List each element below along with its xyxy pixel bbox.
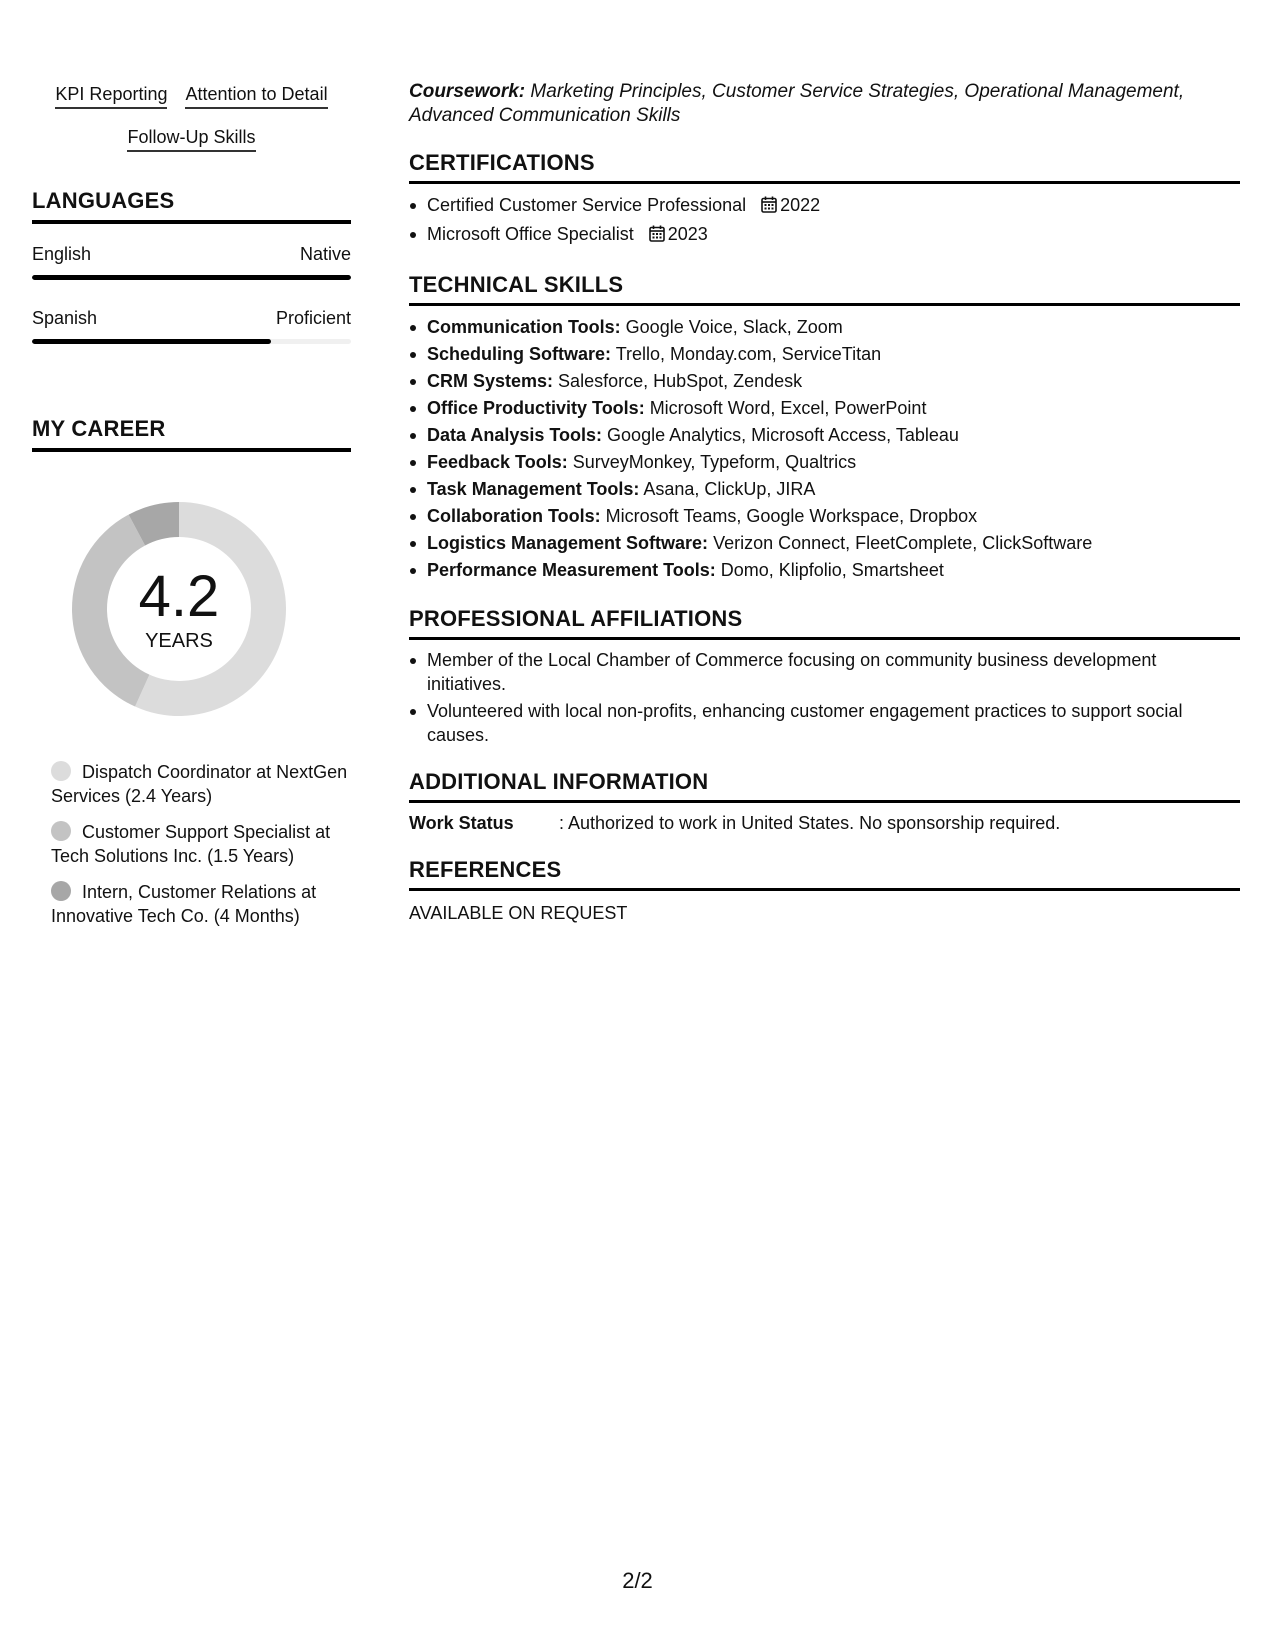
technical-skills-title: TECHNICAL SKILLS (409, 272, 1240, 306)
legend-item (51, 820, 351, 868)
skills-tags (32, 82, 351, 152)
work-status-row (409, 811, 1240, 835)
legend-text: Customer Support Specialist at Tech Solutions Inc. (1.5 Years) (51, 822, 331, 866)
list-item: Volunteered with local non-profits, enhancing customer engagement practices to support social causes. (409, 699, 1240, 747)
affiliations-title: PROFESSIONAL AFFILIATIONS (409, 606, 1240, 640)
certifications-list (409, 192, 1240, 250)
list-item: Member of the Local Chamber of Commerce focusing on community business development initiatives. (409, 648, 1240, 696)
list-item (409, 368, 1240, 395)
career-section (32, 416, 351, 928)
list-item (409, 314, 1240, 341)
skill-value: Google Analytics, Microsoft Access, Tableau (602, 425, 959, 445)
certification-year: 2023 (667, 224, 708, 244)
references-title: REFERENCES (409, 857, 1240, 891)
work-status-value: : Authorized to work in United States. No sponsorship required. (559, 813, 1061, 833)
language-level: Native (299, 244, 351, 264)
technical-skills-section (409, 272, 1240, 584)
legend-dot (51, 821, 71, 841)
affiliations-list (409, 648, 1240, 747)
references-text: AVAILABLE ON REQUEST (409, 903, 628, 923)
list-item (409, 530, 1240, 557)
skill-key: Data Analysis Tools: (427, 425, 603, 445)
skill-key: Communication Tools: (427, 317, 621, 337)
language-bar-track (32, 275, 351, 280)
calendar-icon (649, 223, 665, 250)
career-total: 4.2 (138, 564, 220, 629)
language-bar-track (32, 339, 351, 344)
coursework-label: Coursework: (409, 81, 526, 102)
language-name: Spanish (32, 308, 98, 328)
legend-item (51, 880, 351, 928)
skill-key: Performance Measurement Tools: (427, 560, 716, 580)
certifications-section (409, 150, 1240, 250)
list-item (409, 422, 1240, 449)
language-level: Proficient (275, 308, 351, 328)
list-item (409, 341, 1240, 368)
legend-item (51, 760, 351, 808)
career-unit: YEARS (145, 630, 213, 652)
list-item (409, 557, 1240, 584)
language-bar-fill (32, 275, 351, 280)
right-column (409, 80, 1240, 925)
skill-value: SurveyMonkey, Typeform, Qualtrics (567, 452, 857, 472)
certification-name: Certified Customer Service Professional (427, 195, 747, 215)
skill-tag: Follow-Up Skills (127, 125, 255, 152)
references-section (409, 857, 1240, 925)
career-donut-chart (64, 494, 294, 724)
legend-text: Dispatch Coordinator at NextGen Services (2.4 Years) (51, 762, 348, 806)
skill-value: Trello, Monday.com, ServiceTitan (611, 344, 882, 364)
skills-row (32, 82, 351, 109)
skill-key: Logistics Management Software: (427, 533, 709, 553)
skill-tag: Attention to Detail (185, 82, 327, 109)
language-name: English (32, 244, 92, 264)
language-bar-fill (32, 339, 271, 344)
skill-tag: KPI Reporting (55, 82, 167, 109)
list-item (409, 192, 1240, 221)
list-item (409, 449, 1240, 476)
languages-title: LANGUAGES (32, 188, 351, 224)
certification-year: 2022 (780, 195, 821, 215)
skill-key: Collaboration Tools: (427, 506, 601, 526)
skill-key: Scheduling Software: (427, 344, 612, 364)
skill-key: Task Management Tools: (427, 479, 640, 499)
list-item (409, 476, 1240, 503)
affiliations-section (409, 606, 1240, 747)
certifications-title: CERTIFICATIONS (409, 150, 1240, 184)
skill-value: Salesforce, HubSpot, Zendesk (553, 371, 803, 391)
technical-skills-list (409, 314, 1240, 584)
skills-row (32, 125, 351, 152)
certification-name: Microsoft Office Specialist (427, 224, 634, 244)
legend-dot (51, 761, 71, 781)
skill-key: CRM Systems: (427, 371, 554, 391)
legend-dot (51, 881, 71, 901)
language-item (32, 306, 351, 344)
left-column (32, 82, 351, 940)
additional-info-title: ADDITIONAL INFORMATION (409, 769, 1240, 803)
page-number: 2/2 (622, 1568, 653, 1593)
skill-value: Asana, ClickUp, JIRA (639, 479, 816, 499)
list-item (409, 503, 1240, 530)
list-item (409, 395, 1240, 422)
skill-value: Microsoft Word, Excel, PowerPoint (644, 398, 927, 418)
coursework-text: Marketing Principles, Customer Service Strategies, Operational Management, Advanced Communication Skills (409, 81, 1185, 126)
work-status-label: Work Status (409, 813, 514, 833)
skill-key: Office Productivity Tools: (427, 398, 645, 418)
list-item (409, 221, 1240, 250)
skill-value: Google Voice, Slack, Zoom (620, 317, 843, 337)
skill-value: Verizon Connect, FleetComplete, ClickSoftware (708, 533, 1093, 553)
coursework (409, 80, 1240, 128)
skill-value: Microsoft Teams, Google Workspace, Dropbox (600, 506, 978, 526)
skill-key: Feedback Tools: (427, 452, 568, 472)
donut-center (64, 494, 294, 724)
languages-section (32, 188, 351, 344)
career-legend (32, 760, 351, 928)
additional-info-section (409, 769, 1240, 835)
calendar-icon (761, 194, 777, 221)
language-item (32, 242, 351, 280)
legend-text: Intern, Customer Relations at Innovative Tech Co. (4 Months) (51, 882, 317, 926)
career-title: MY CAREER (32, 416, 351, 452)
skill-value: Domo, Klipfolio, Smartsheet (715, 560, 944, 580)
